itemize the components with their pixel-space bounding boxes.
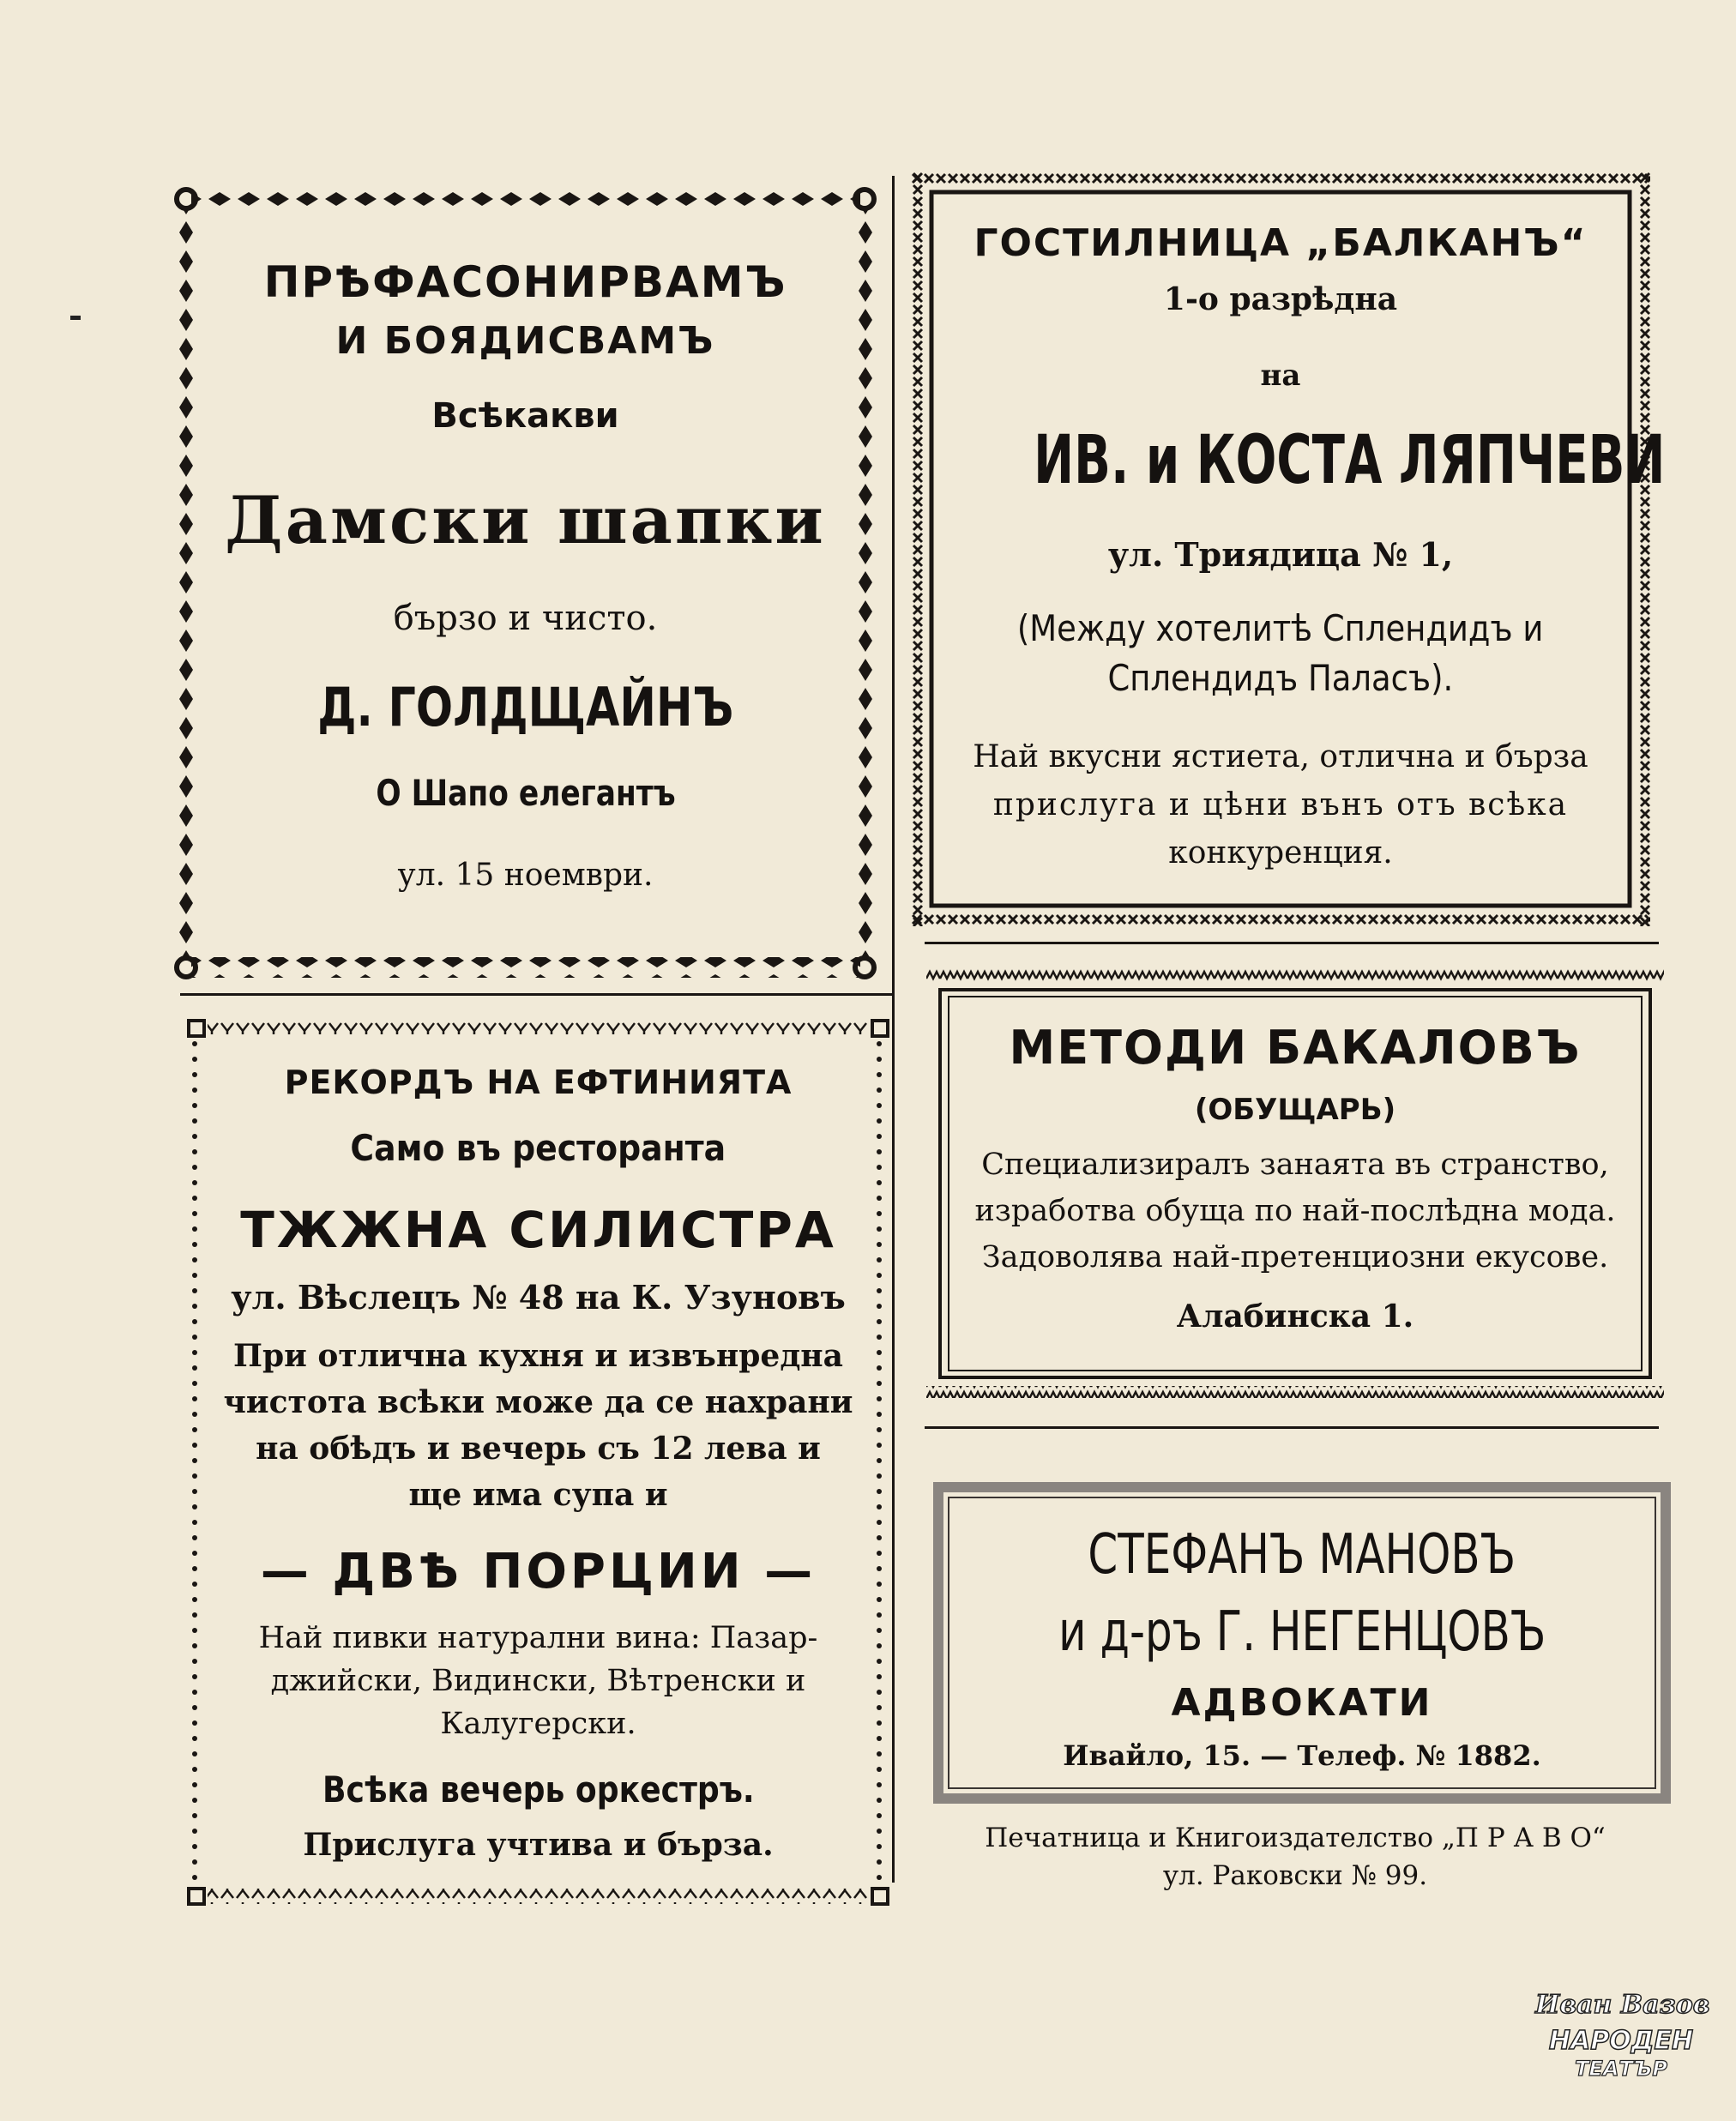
ad-bakalov-name: МЕТОДИ БАКАЛОВЪ	[1009, 1021, 1582, 1075]
ad-balkan-desc-1: Най вкусни ястиета, отлична и бърза	[973, 739, 1588, 774]
ad-silistra-address: ул. Вѣслецъ № 48 на К. Узуновъ	[231, 1278, 846, 1317]
ad-silistra-wines-1: Най пивки натурални вина: Пазар-	[258, 1621, 818, 1655]
ad-balkan-location-2-text: Сплендидъ Паласъ).	[1107, 657, 1454, 699]
watermark-teatar: ТЕАТЪР	[1575, 2057, 1667, 2081]
ad-silistra	[189, 1021, 888, 1904]
margin-mark	[70, 316, 81, 320]
ad-balkan-location-2	[911, 657, 1650, 699]
ad-lawyers-title: АДВОКАТИ	[1171, 1681, 1433, 1725]
ad-silistra-wines-3: Калугерски.	[440, 1707, 636, 1741]
imprint	[926, 1823, 1664, 1908]
ad-goldstein-name	[176, 676, 875, 738]
ad-balkan-title: ГОСТИЛНИЦА „БАЛКАНЪ“	[973, 221, 1588, 265]
ad-balkan-desc-3: конкуренция.	[1168, 835, 1393, 871]
ad-silistra-two-portions: — ДВѢ ПОРЦИИ —	[260, 1544, 817, 1600]
divider-left-middle	[180, 993, 894, 996]
ad-bakalov	[926, 969, 1664, 1398]
ad-balkan-location-1-text: (Между хотелитѣ Сплендидъ и	[1017, 607, 1544, 649]
ad-balkan-na: на	[1260, 359, 1301, 393]
ad-goldstein	[176, 189, 875, 978]
ad-goldstein-heading-1: ПРѢФАСОНИРВАМЪ	[263, 257, 787, 307]
ad-lawyers	[933, 1482, 1671, 1804]
divider-right-1	[925, 942, 1659, 944]
ad-goldstein-name-text: Д. ГОЛДЩАЙНЪ	[316, 676, 734, 738]
ad-goldstein-heading-2: И БОЯДИСВАМЪ	[335, 319, 715, 363]
column-divider	[892, 176, 895, 1883]
watermark-logo	[1535, 1990, 1710, 2088]
ad-silistra-name: ТЖЖНА СИЛИСТРА	[240, 1201, 836, 1259]
ad-goldstein-hats: Дамски шапки	[225, 482, 826, 558]
ad-silistra-orchestra	[189, 1769, 888, 1811]
ad-silistra-only-text: Само въ ресторанта	[350, 1127, 726, 1169]
ad-bakalov-address: Алабинска 1.	[1176, 1299, 1414, 1335]
watermark-narodnen: НАРОДЕН	[1548, 2026, 1694, 2056]
watermark-signature: Иван Вазов	[1535, 1990, 1710, 2020]
ad-silistra-record: РЕКОРДЪ НА ЕФТИНИЯТА	[284, 1064, 793, 1101]
imprint-printer: Печатница и Книгоиздателство „П Р А В О“	[985, 1823, 1606, 1853]
ad-balkan-desc-2: прислуга и цѣни вънъ отъ всѣка	[992, 787, 1569, 822]
ad-lawyers-address: Ивайло, 15. — Телеф. № 1882.	[1063, 1739, 1541, 1772]
ad-bakalov-desc-1: Специализиралъ занаята въ странство,	[981, 1148, 1609, 1182]
divider-right-2	[925, 1426, 1659, 1429]
ad-goldstein-fast: бързо и чисто.	[393, 599, 658, 638]
ad-silistra-only	[189, 1127, 888, 1169]
ad-silistra-service: Прислуга учтива и бърза.	[303, 1827, 774, 1863]
ad-balkan-owners-text: ИВ. и КОСТА ЛЯПЧЕВИ	[1034, 422, 1666, 499]
ad-goldstein-shop	[176, 772, 875, 814]
ad-lawyers-name-1-text: СТЕФАНЪ МАНОВЪ	[1088, 1523, 1516, 1587]
ad-balkan-address: ул. Триядица № 1,	[1107, 535, 1454, 574]
ad-goldstein-vsyakakvi: Всѣкакви	[431, 396, 619, 436]
ad-silistra-desc-1: При отлична кухня и извънредна	[233, 1338, 843, 1374]
imprint-address: ул. Раковски № 99.	[1162, 1860, 1428, 1891]
ad-silistra-desc-3: на обѣдъ и вечерь съ 12 лева и	[256, 1431, 821, 1467]
ad-balkan-location-1	[911, 607, 1650, 649]
ad-goldstein-shop-text: О Шапо елегантъ	[375, 772, 676, 814]
ad-bakalov-trade: (ОБУЩАРЬ)	[1194, 1093, 1396, 1127]
ad-lawyers-name-1	[933, 1523, 1671, 1587]
ad-balkan-owners	[911, 422, 1666, 499]
ad-silistra-wines-2: джийски, Видински, Вѣтренски и	[270, 1664, 806, 1698]
ad-balkan-class: 1-о разрѣдна	[1163, 281, 1398, 317]
ad-lawyers-name-2-text: и д-ръ Г. НЕГЕНЦОВЪ	[1058, 1600, 1546, 1664]
ad-goldstein-address: ул. 15 ноември.	[397, 858, 654, 893]
ad-balkan	[911, 172, 1666, 926]
ad-silistra-desc-2: чистота всѣки може да се нахрани	[223, 1384, 853, 1420]
ad-silistra-orchestra-text: Всѣка вечерь оркестръ.	[322, 1769, 755, 1811]
ad-silistra-desc-4: ще има супа и	[408, 1477, 668, 1513]
ad-lawyers-name-2	[933, 1600, 1671, 1664]
ad-bakalov-desc-3: Задоволява най-претенциозни екусове.	[981, 1240, 1609, 1274]
ad-bakalov-desc-2: изработва обуща по най-послѣдна мода.	[974, 1194, 1616, 1228]
